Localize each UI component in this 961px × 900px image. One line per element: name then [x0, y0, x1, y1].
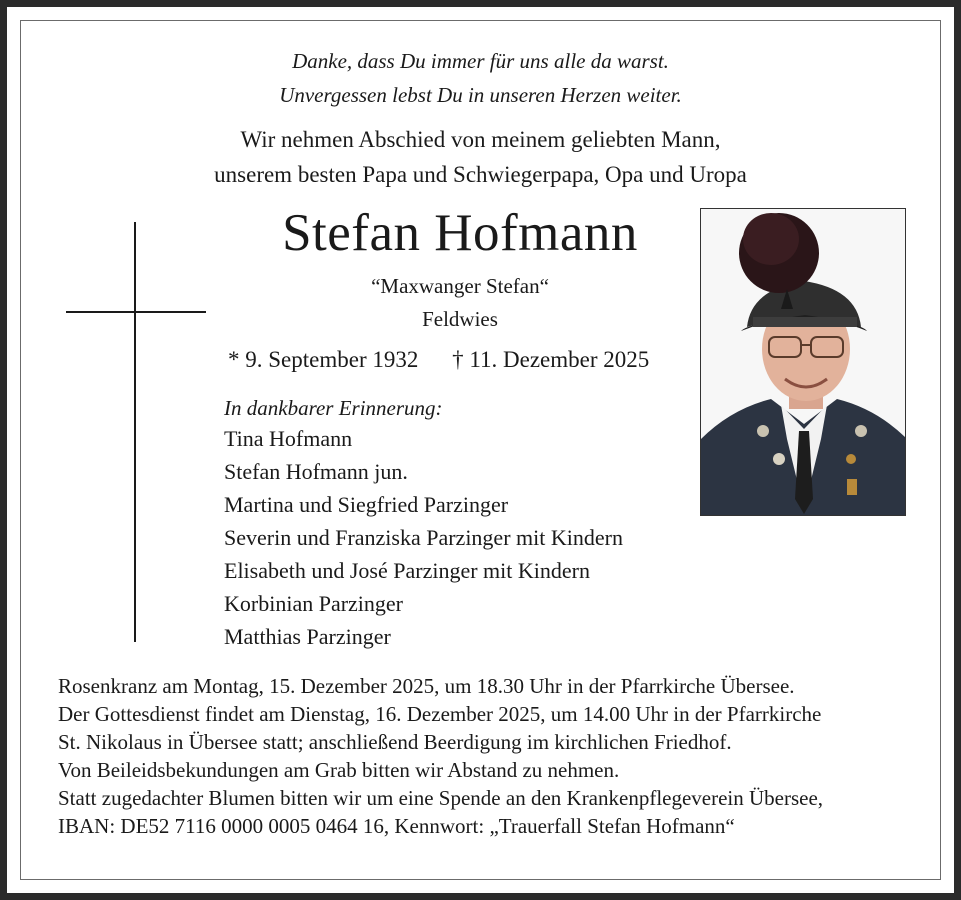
details-line: IBAN: DE52 7116 0000 0005 0464 16, Kennwort: „Trauerfall Stefan Hofmann“ — [58, 814, 735, 838]
mourner-item: Korbinian Parzinger — [224, 591, 403, 616]
motto — [0, 44, 961, 112]
life-dates — [228, 342, 649, 378]
portrait-photo — [700, 208, 906, 516]
birth-date: * 9. September 1932 — [228, 347, 419, 372]
mourners-list — [224, 422, 623, 653]
details-line: Rosenkranz am Montag, 15. Dezember 2025, um 18.30 Uhr in der Pfarrkirche Übersee. — [58, 674, 795, 698]
deceased-nickname: “Maxwanger Stefan“ — [371, 274, 549, 298]
mourner-item: Severin und Franziska Parzinger mit Kindern — [224, 525, 623, 550]
deceased-place: Feldwies — [422, 307, 498, 331]
mourner-item: Elisabeth und José Parzinger mit Kindern — [224, 558, 590, 583]
service-details — [58, 672, 823, 840]
motto-line-2: Unvergessen lebst Du in unseren Herzen weiter. — [279, 83, 682, 107]
motto-line-1: Danke, dass Du immer für uns alle da warst. — [292, 49, 669, 73]
cross-icon-vertical — [134, 222, 136, 642]
intro-line-2: unserem besten Papa und Schwiegerpapa, Opa und Uropa — [214, 162, 747, 187]
death-date: † 11. Dezember 2025 — [452, 347, 650, 372]
details-line: Statt zugedachter Blumen bitten wir um eine Spende an den Krankenpflegeverein Übersee, — [58, 786, 824, 810]
mourners-heading: In dankbarer Erinnerung: — [224, 396, 443, 420]
details-line: Der Gottesdienst findet am Dienstag, 16. Dezember 2025, um 14.00 Uhr in der Pfarrkirche — [58, 702, 822, 726]
intro-line-1: Wir nehmen Abschied von meinem geliebten Mann, — [240, 127, 721, 152]
details-line: St. Nikolaus in Übersee statt; anschließend Beerdigung im kirchlichen Friedhof. — [58, 730, 732, 754]
mourner-item: Martina und Siegfried Parzinger — [224, 492, 509, 517]
details-line: Von Beileidsbekundungen am Grab bitten wir Abstand zu nehmen. — [58, 758, 620, 782]
deceased-name: Stefan Hofmann — [282, 204, 638, 262]
mourner-item: Tina Hofmann — [224, 426, 353, 451]
mourner-item: Stefan Hofmann jun. — [224, 459, 408, 484]
portrait-illustration — [701, 209, 906, 516]
intro-text — [0, 122, 961, 192]
mourner-item: Matthias Parzinger — [224, 624, 391, 649]
